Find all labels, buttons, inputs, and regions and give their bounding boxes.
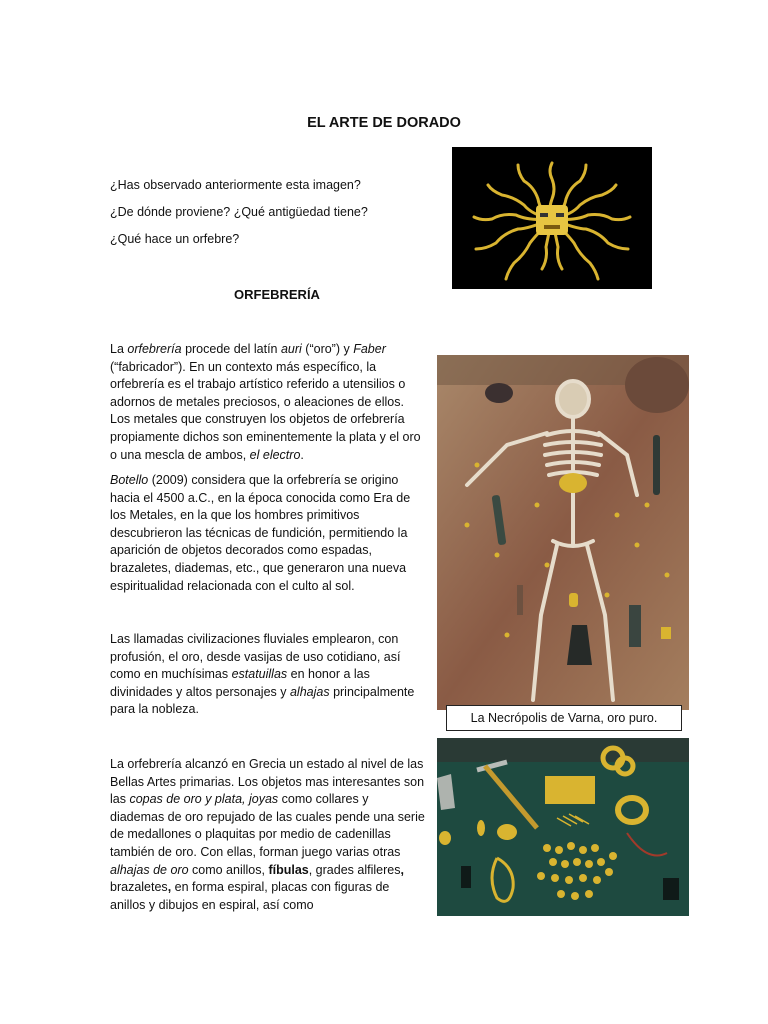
page-title: EL ARTE DE DORADO xyxy=(307,115,461,131)
question-3: ¿Qué hace un orfebre? xyxy=(110,232,240,246)
paragraph-greece: La orfebrería alcanzó en Grecia un estado al nivel de las Bellas Artes primarias. Los objetos mas interesantes son las copas de oro y plata, joyas como collares y diademas de oro repujado de las cuales pende una serie de medallones o plaquitas por medio de cadenillas también de oro. Con ellas, forman juego varias otras alhajas de oro como anillos, fíbulas, grades alfileres, brazaletes, en forma espiral, placas con figuras de anillos y dibujos en espiral, así como xyxy=(110,757,425,912)
gold-mask-image xyxy=(452,147,652,289)
varna-burial-image xyxy=(437,355,689,710)
image-caption: La Necrópolis de Varna, oro puro. xyxy=(446,705,682,731)
question-2: ¿De dónde proviene? ¿Qué antigüedad tiene? xyxy=(110,205,368,219)
paragraph-orfebreria-definition: La orfebrería procede del latín auri (“oro”) y Faber (“fabricador”). En un contexto más específico, la orfebrería es el trabajo artístico referido a utensilios o adornos de metales preciosos, o aleaciones de ellos. Los metales que construyen los objetos de orfebrería propiamente dichos son eminentemente la plata y el oro o una mescla de ambos, el electro. xyxy=(110,342,421,462)
section-title: ORFEBRERÍA xyxy=(234,287,320,302)
gold-artifacts-image xyxy=(437,738,689,916)
paragraph-origin: Botello (2009) considera que la orfebrería se origino hacia el 4500 a.C., en la época conocida como Era de los Metales, en la que los hombres primitivos descubrieron las técnicas de fundición, permitiendo la aparición de objetos decorados como espadas, brazaletes, diademas, etc., que generaron una nueva espiritualidad relacionada con el culto al sol. xyxy=(110,473,411,593)
question-1: ¿Has observado anteriormente esta imagen? xyxy=(110,178,361,192)
paragraph-fluvial-civilizations: Las llamadas civilizaciones fluviales emplearon, con profusión, el oro, desde vasijas de uso cotidiano, así como en muchísimas estatuillas en honor a las divinidades y altos personajes y alhajas principalmente para la nobleza. xyxy=(110,632,415,717)
